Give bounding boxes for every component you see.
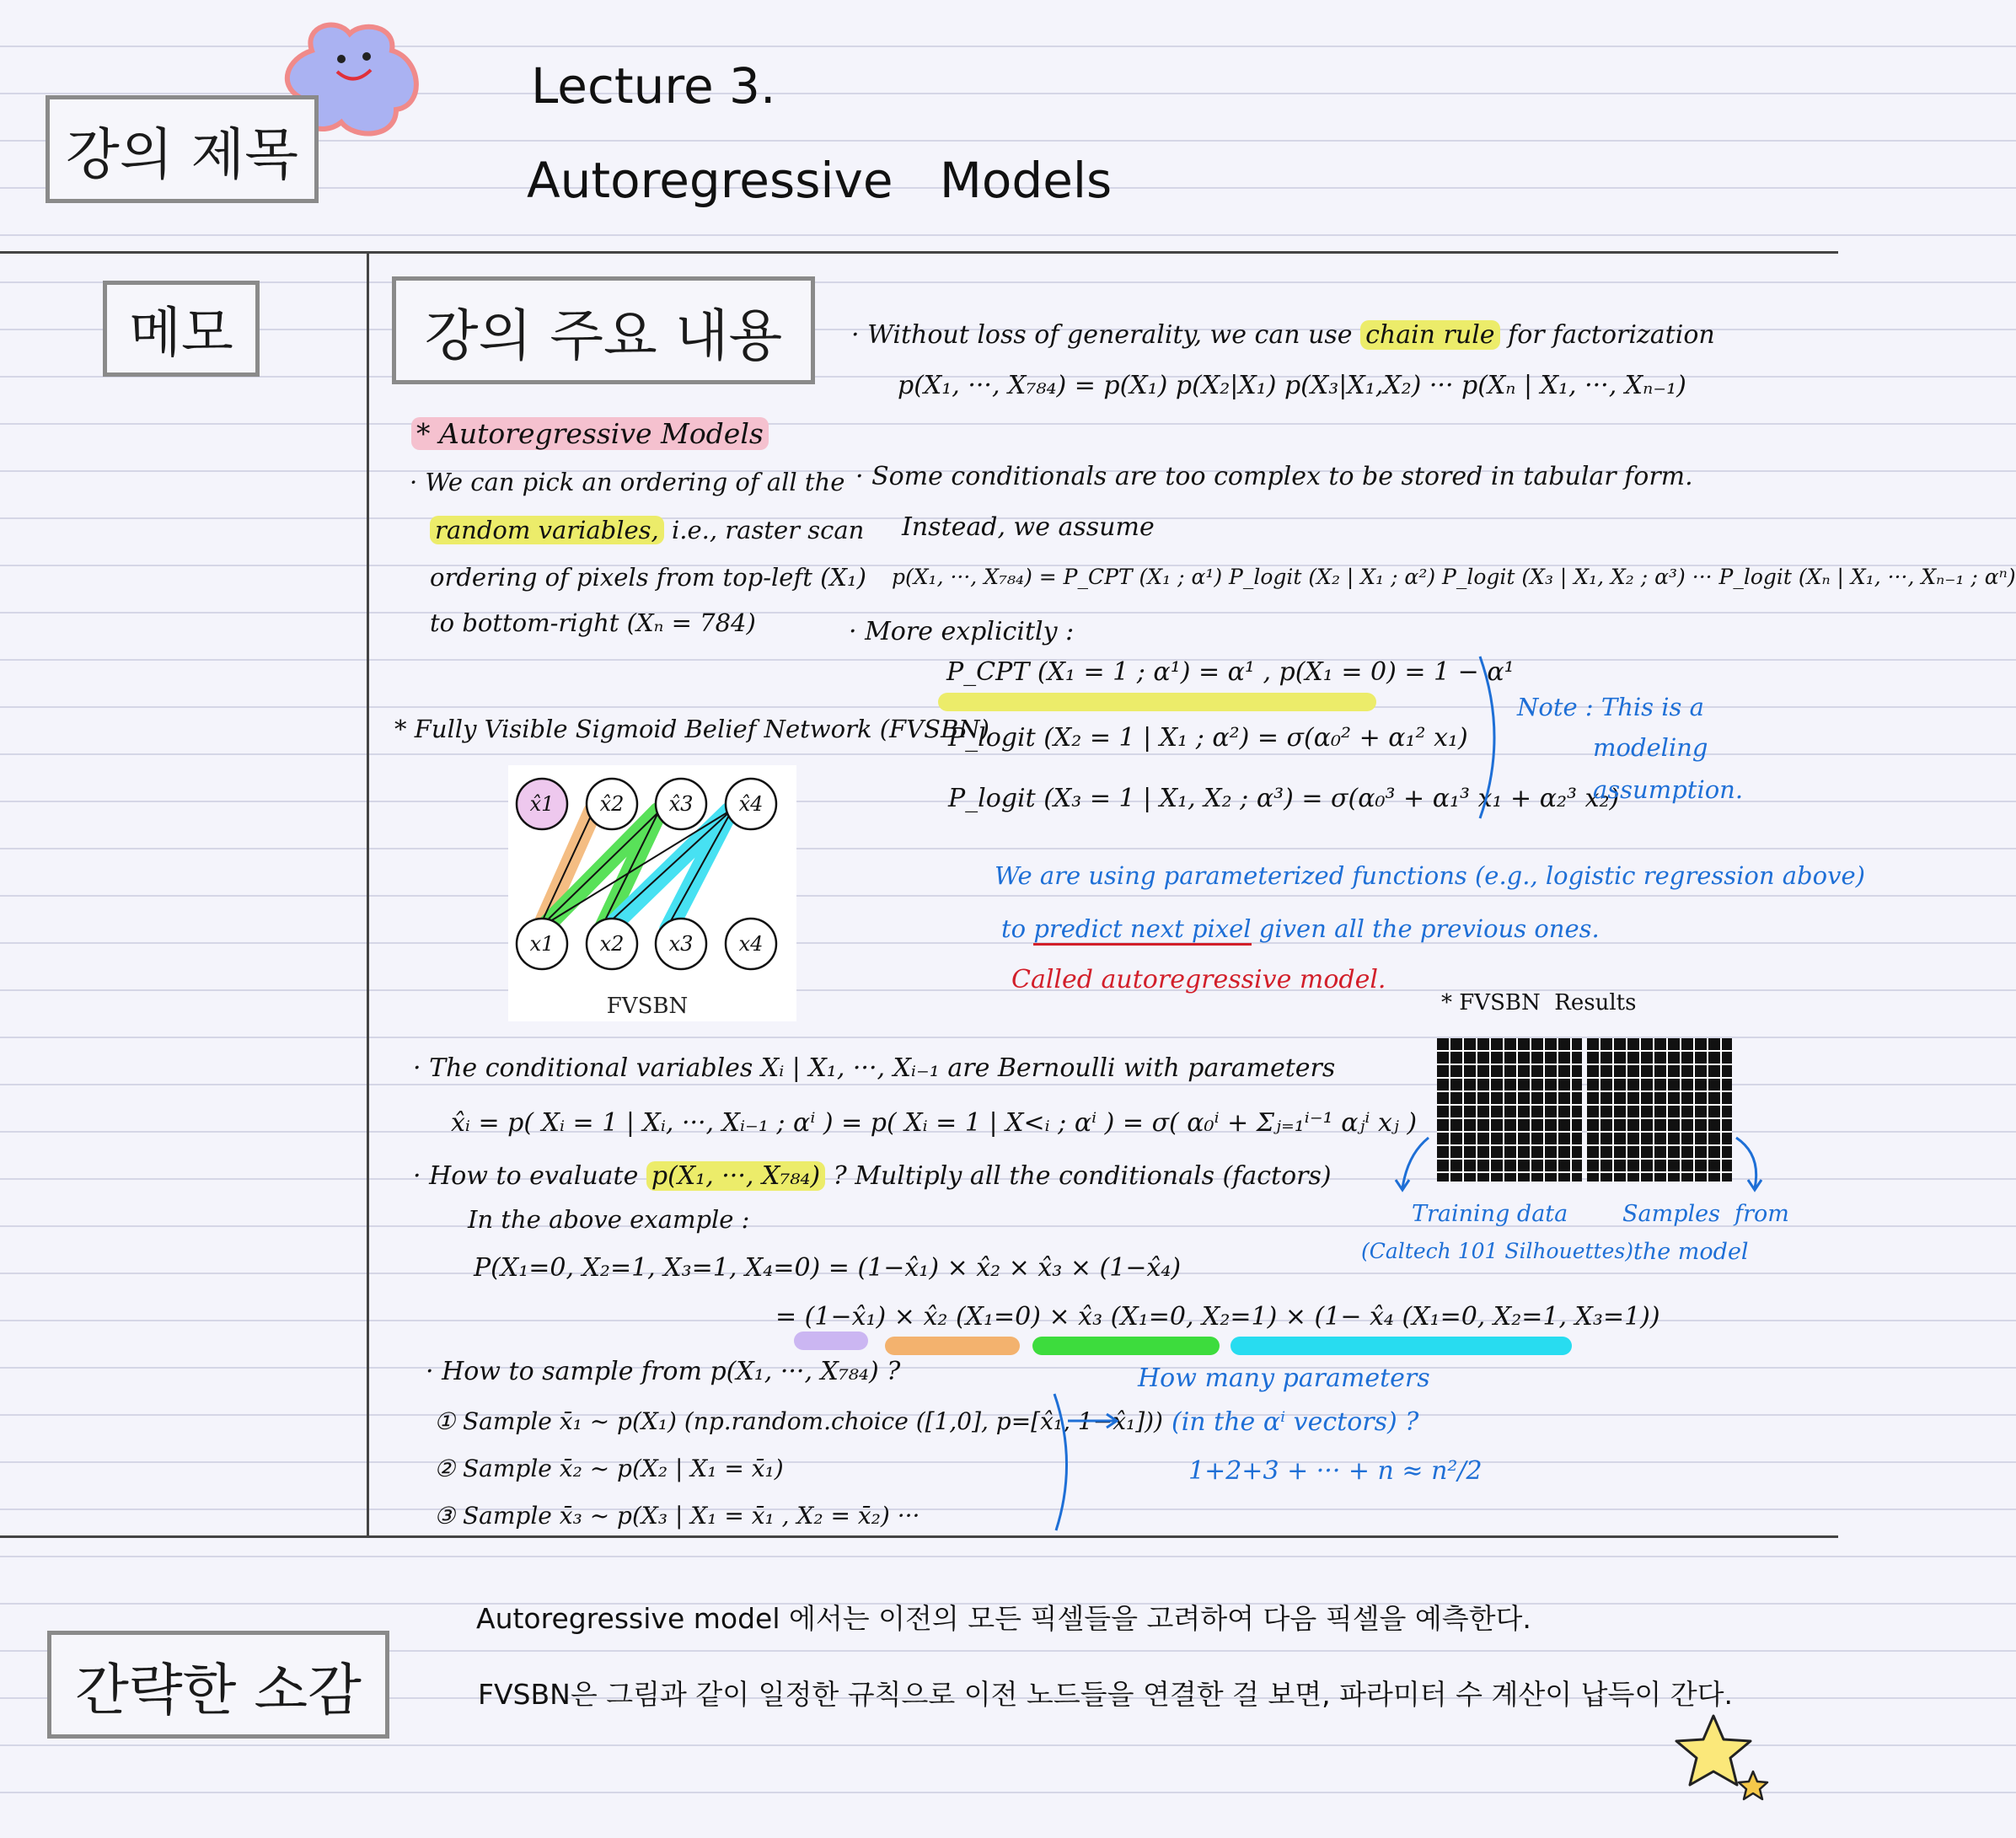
chain-rule-equation: p(X₁, ···, X₇₈₄) = p(X₁) p(X₂|X₁) p(X₃|X₁,X₂) ··· p(Xₙ | X₁, ···, Xₙ₋₁): [898, 371, 1686, 400]
summary-divider: [0, 1535, 1838, 1538]
red-explanation: Called autoregressive model.: [1011, 965, 1386, 994]
note-bracket: [1475, 653, 1509, 822]
star-sticker: [1673, 1711, 1774, 1803]
node-label-bottom: x2: [599, 932, 625, 956]
node-label-top: x̂2: [599, 792, 625, 816]
bottom-nodes: [517, 919, 776, 969]
training-caption-1: Training data: [1412, 1201, 1568, 1227]
sample-question: · How to sample from p(X₁, ···, X₇₈₄) ?: [426, 1357, 901, 1386]
training-caption-2: (Caltech 101 Silhouettes): [1361, 1239, 1633, 1263]
tabular-line-1: · Some conditionals are too complex to be stored in tabular form.: [855, 462, 1693, 491]
summary-box: 간략한 소감: [47, 1631, 389, 1739]
example-equation-1: P(X₁=0, X₂=1, X₃=1, X₄=0) = (1−x̂₁) × x̂₂ × x̂₃ × (1−x̂₄): [474, 1253, 1182, 1283]
main-content-box: 강의 주요 내용: [392, 276, 815, 384]
note-line-3: assumption.: [1593, 775, 1744, 804]
node-label-bottom: x4: [738, 932, 764, 956]
ar-bullet-3: ordering of pixels from top-left (X₁): [430, 563, 866, 592]
green-highlight: [1032, 1337, 1220, 1355]
cyan-highlight: [1231, 1337, 1572, 1355]
yellow-highlight-cpt: [938, 693, 1376, 711]
bernoulli-equation: x̂ᵢ = p( Xᵢ = 1 | Xᵢ, ···, Xᵢ₋₁ ; αⁱ ) = p( Xᵢ = 1 | X<ᵢ ; αⁱ ) = σ( α₀ⁱ + Σⱼ₌₁ⁱ⁻¹ αⱼⁱ xⱼ ): [451, 1108, 1418, 1138]
node-label-top: x̂3: [668, 792, 694, 816]
bernoulli-line-1: · The conditional variables Xᵢ | X₁, ···, Xᵢ₋₁ are Bernoulli with parameters: [413, 1053, 1336, 1083]
more-explicitly: · More explicitly :: [849, 617, 1075, 646]
ar-bullet-1: · We can pick an ordering of all the: [410, 468, 845, 496]
params-question-2: (in the αⁱ vectors) ?: [1172, 1407, 1419, 1437]
equation-logit-2: P_logit (X₂ = 1 | X₁ ; α²) = σ(α₀² + α₁² x₁): [948, 723, 1468, 753]
evaluate-line: · How to evaluate p(X₁, ···, X₇₈₄) ? Multiply all the conditionals (factors): [413, 1161, 1332, 1191]
equation-logit-3: P_logit (X₃ = 1 | X₁, X₂ ; α³) = σ(α₀³ + α₁³ x₁ + α₂³ x₂): [948, 784, 1620, 813]
fvsbn-heading: * Fully Visible Sigmoid Belief Network (FVSBN): [394, 715, 989, 743]
blue-explanation-1: We are using parameterized functions (e.g., logistic regression above): [995, 861, 1865, 890]
purple-highlight: [794, 1332, 868, 1350]
results-title: * FVSBN Results: [1441, 990, 1637, 1015]
factorization-equation: p(X₁, ···, X₇₈₄) = P_CPT (X₁ ; α¹) P_logit (X₂ | X₁ ; α²) P_logit (X₃ | X₁, X₂ ; α³) ··· P_logit (Xₙ | X₁, ···, Xₙ₋₁ ; αⁿ): [892, 565, 2016, 589]
lecture-title-box: 강의 제목: [46, 95, 319, 203]
summary-line-2: FVSBN은 그림과 같이 일정한 규칙으로 이전 노드들을 연결한 걸 보면, 파라미터 수 계산이 납득이 간다.: [478, 1678, 1734, 1711]
sample-step-2: ② Sample x̄₂ ~ p(X₂ | X₁ = x̄₁): [434, 1455, 784, 1482]
note-line-1: Note : This is a: [1517, 693, 1704, 721]
sampling-bracket-arrow: [1049, 1391, 1125, 1534]
node-label-bottom: x3: [668, 932, 694, 956]
tabular-line-2: Instead, we assume: [902, 512, 1155, 542]
samples-caption-2: the model: [1633, 1239, 1749, 1265]
example-equation-2: = (1−x̂₁) × x̂₂ (X₁=0) × x̂₃ (X₁=0, X₂=1) × (1− x̂₄ (X₁=0, X₂=1, X₃=1)): [775, 1302, 1660, 1332]
ar-heading: * Autoregressive Models: [411, 417, 769, 450]
summary-line-1: Autoregressive model 에서는 이전의 모든 픽셀들을 고려하여 다음 픽셀을 예측한다.: [476, 1602, 1531, 1635]
sample-step-1: ① Sample x̄₁ ~ p(X₁) (np.random.choice ([1,0], p=[x̂₁, 1−x̂₁])): [434, 1407, 1163, 1435]
ar-bullet-2: random variables, i.e., raster scan: [430, 516, 864, 544]
params-question-1: How many parameters: [1138, 1364, 1430, 1393]
blue-explanation-2: to predict next pixel given all the previous ones.: [1001, 914, 1600, 943]
lecture-title: Autoregressive Models: [527, 152, 1113, 209]
memo-box: 메모: [103, 281, 260, 377]
node-label-top: x̂1: [529, 792, 555, 816]
node-label-bottom: x1: [529, 932, 555, 956]
diagram-caption: FVSBN: [606, 994, 689, 1019]
fvsbn-diagram: [508, 765, 796, 1021]
header-divider: [0, 251, 1838, 254]
memo-column-divider: [367, 251, 369, 1537]
equation-cpt: P_CPT (X₁ = 1 ; α¹) = α¹ , p(X₁ = 0) = 1 − α¹: [946, 657, 1515, 687]
example-label: In the above example :: [468, 1205, 750, 1234]
samples-caption-1: Samples from: [1622, 1201, 1789, 1227]
node-label-top: x̂4: [738, 792, 764, 816]
lecture-number: Lecture 3.: [531, 57, 776, 115]
ar-bullet-4: to bottom-right (Xₙ = 784): [430, 608, 756, 637]
results-arrows: [1391, 1129, 1770, 1205]
orange-highlight: [885, 1337, 1020, 1355]
params-answer: 1+2+3 + ··· + n ≈ n²/2: [1188, 1456, 1483, 1486]
chain-rule-line: · Without loss of generality, we can use chain rule for factorization: [851, 320, 1715, 350]
sample-step-3: ③ Sample x̄₃ ~ p(X₃ | X₁ = x̄₁ , X₂ = x̄₂) ···: [434, 1502, 920, 1530]
note-line-2: modeling: [1593, 733, 1708, 762]
